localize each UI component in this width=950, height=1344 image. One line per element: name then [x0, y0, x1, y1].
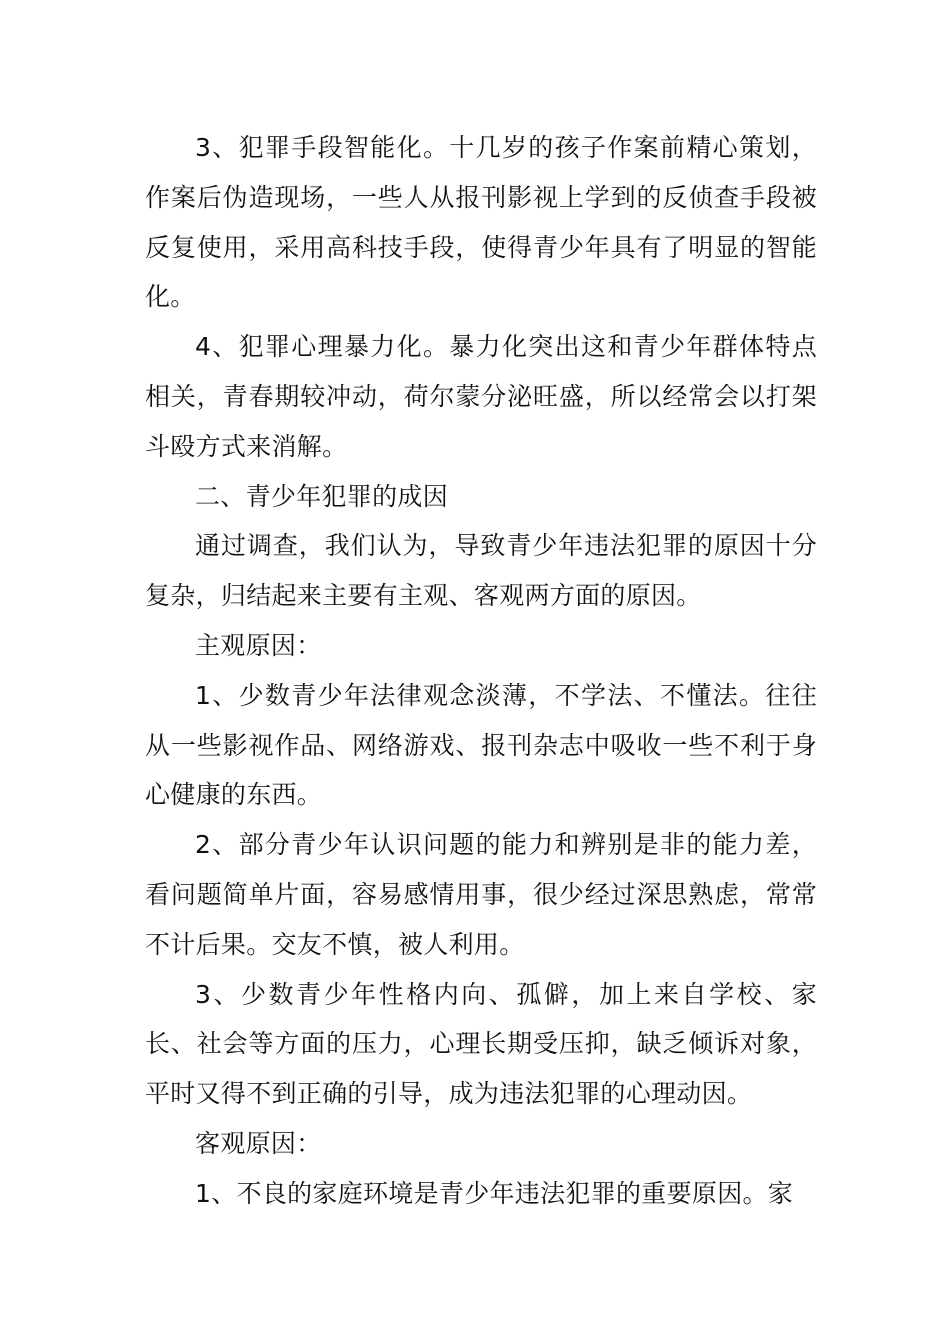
subheading-objective-causes: 客观原因：: [195, 1128, 322, 1158]
paragraph-causes-intro: 通过调查，我们认为，导致青少年违法犯罪的原因十分复杂，归结起来主要有主观、客观两方面的原因。: [145, 531, 817, 611]
subheading-subjective-causes: 主观原因：: [195, 630, 322, 660]
paragraph-objective-1: 1、不良的家庭环境是青少年违法犯罪的重要原因。家: [195, 1178, 794, 1208]
paragraph-crime-intelligence: 3、犯罪手段智能化。十几岁的孩子作案前精心策划，作案后伪造现场，一些人从报刊影视上学到的反侦查手段被反复使用，采用高科技手段，使得青少年具有了明显的智能化。: [145, 133, 817, 312]
paragraph-crime-violence: 4、犯罪心理暴力化。暴力化突出这和青少年群体特点相关，青春期较冲动，荷尔蒙分泌旺盛，所以经常会以打架斗殴方式来消解。: [145, 332, 817, 461]
paragraph-subjective-1: 1、少数青少年法律观念淡薄，不学法、不懂法。往往从一些影视作品、网络游戏、报刊杂志中吸收一些不利于身心健康的东西。: [145, 680, 817, 810]
paragraph-subjective-3: 3、少数青少年性格内向、孤僻，加上来自学校、家长、社会等方面的压力，心理长期受压抑，缺乏倾诉对象，平时又得不到正确的引导，成为违法犯罪的心理动因。: [145, 979, 817, 1109]
paragraph-subjective-2: 2、部分青少年认识问题的能力和辨别是非的能力差，看问题简单片面，容易感情用事，很少经过深思熟虑，常常不计后果。交友不慎，被人利用。: [145, 830, 817, 959]
section-heading-causes: 二、青少年犯罪的成因: [195, 481, 449, 511]
document-page: [145, 123, 817, 1219]
